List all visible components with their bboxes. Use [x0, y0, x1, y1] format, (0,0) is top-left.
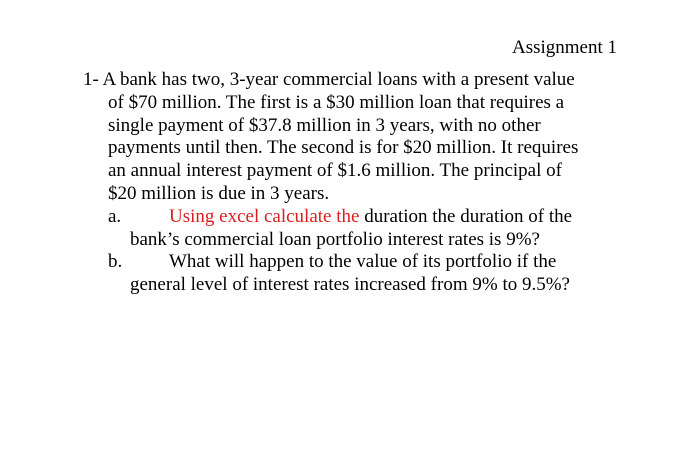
part-b-text: What will happen to the value of its portfolio if the — [169, 251, 557, 273]
part-b-continuation: general level of interest rates increased from 9% to 9.5%? — [130, 274, 570, 296]
problem-line-3: single payment of $37.8 million in 3 years, with no other — [108, 114, 541, 136]
part-a-continuation: bank’s commercial loan portfolio interest rates is 9%? — [130, 228, 540, 250]
problem-line-5: an annual interest payment of $1.6 million. The principal of — [108, 160, 562, 182]
problem-body — [83, 69, 623, 297]
problem-number: 1- — [83, 69, 99, 90]
part-a — [83, 206, 623, 229]
problem-line-1 — [83, 69, 623, 92]
part-b — [83, 251, 623, 274]
problem-text-line: A bank has two, 3-year commercial loans with a present value — [102, 69, 575, 90]
part-b-label: b. — [108, 251, 123, 273]
slide-title: Assignment 1 — [511, 37, 617, 58]
problem-line-6: $20 million is due in 3 years. — [108, 182, 330, 204]
part-a-highlight: Using excel calculate the — [169, 205, 360, 227]
problem-line-4: payments until then. The second is for $20 million. It requires — [108, 137, 579, 159]
part-a-text: duration the duration of the — [359, 205, 573, 227]
problem-line-2: of $70 million. The first is a $30 million loan that requires a — [108, 91, 565, 113]
part-a-label: a. — [108, 205, 122, 227]
